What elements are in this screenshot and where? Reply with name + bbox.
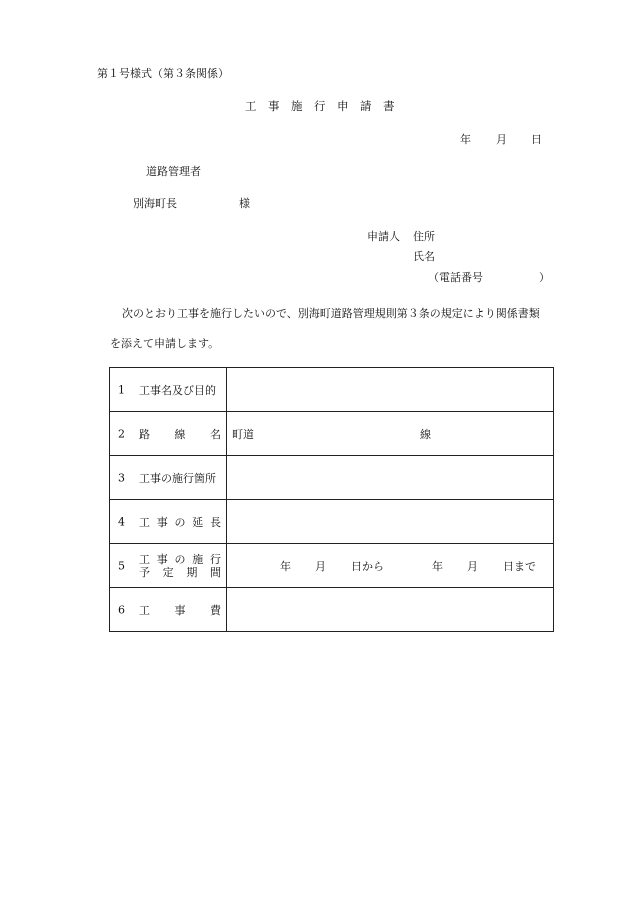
value-purpose[interactable] (227, 368, 554, 412)
table-row (110, 500, 554, 544)
addressee-name: 別海町長 (133, 197, 177, 210)
row-label-location: 工事の施行箇所 (139, 471, 216, 485)
addressee-honorific: 様 (239, 197, 250, 210)
label-char: 路 (139, 427, 150, 441)
addressee-office: 道路管理者 (146, 165, 201, 178)
label-char: 事 (156, 515, 168, 529)
label-char: 事 (156, 552, 168, 566)
label-char: 予 (139, 565, 150, 579)
row-label-purpose: 工事名及び目的 (139, 383, 216, 397)
end-year: 年 (432, 559, 443, 573)
body-text-line1: 次のとおり工事を施行したいので、別海町道路管理規則第３条の規定により関係書類 (122, 307, 540, 320)
row-number: 4 (118, 515, 125, 528)
label-char: 間 (209, 565, 221, 579)
end-day: 日まで (503, 559, 536, 573)
table-row (110, 368, 554, 412)
value-location[interactable] (227, 456, 554, 500)
application-table (109, 367, 554, 632)
label-char: 期 (186, 565, 198, 579)
label-char: の (174, 552, 186, 566)
label-char: の (174, 515, 186, 529)
row-label-length (139, 514, 221, 530)
label-char: 長 (210, 515, 221, 529)
label-char: 工 (139, 603, 150, 617)
date-day: 日 (531, 133, 542, 146)
table-row (110, 544, 554, 588)
label-char: 線 (174, 427, 186, 441)
row-label-cost (139, 602, 221, 618)
route-suffix: 線 (420, 427, 431, 441)
applicant-phone-close: ） (539, 271, 550, 284)
table-row (110, 588, 554, 632)
start-day: 日から (351, 559, 384, 573)
label-char: 定 (162, 565, 174, 579)
label-char: 工 (139, 552, 150, 566)
row-number: 3 (118, 471, 125, 484)
row-number: 1 (118, 383, 125, 396)
table-row (110, 412, 554, 456)
label-char: 工 (139, 515, 150, 529)
row-number: 6 (118, 603, 125, 616)
label-char: 延 (192, 515, 204, 529)
row-label-route-name (139, 426, 221, 442)
body-text-line2: を添えて申請します。 (110, 337, 220, 350)
value-period[interactable] (227, 544, 554, 588)
label-char: 施 (192, 552, 204, 566)
value-cost[interactable] (227, 588, 554, 632)
date-year: 年 (460, 133, 471, 146)
form-number: 第１号様式（第３条関係） (97, 67, 229, 80)
start-month: 月 (315, 559, 326, 573)
row-label-period (139, 553, 221, 579)
start-year: 年 (280, 559, 291, 573)
label-char: 費 (210, 603, 221, 617)
document-title: 工 事 施 行 申 請 書 (245, 99, 395, 113)
label-char: 事 (174, 603, 186, 617)
label-char: 名 (210, 427, 221, 441)
row-number: 2 (118, 427, 125, 440)
value-length[interactable] (227, 500, 554, 544)
route-prefix: 町道 (232, 427, 254, 441)
applicant-name-label: 氏名 (413, 250, 435, 263)
value-route-name[interactable] (227, 412, 554, 456)
table-row (110, 456, 554, 500)
applicant-phone-open: （電話番号 (428, 271, 483, 284)
end-month: 月 (467, 559, 478, 573)
date-month: 月 (496, 133, 507, 146)
row-number: 5 (118, 559, 125, 572)
label-char: 行 (210, 552, 221, 566)
applicant-label: 申請人 (367, 230, 400, 243)
applicant-address-label: 住所 (413, 230, 435, 243)
